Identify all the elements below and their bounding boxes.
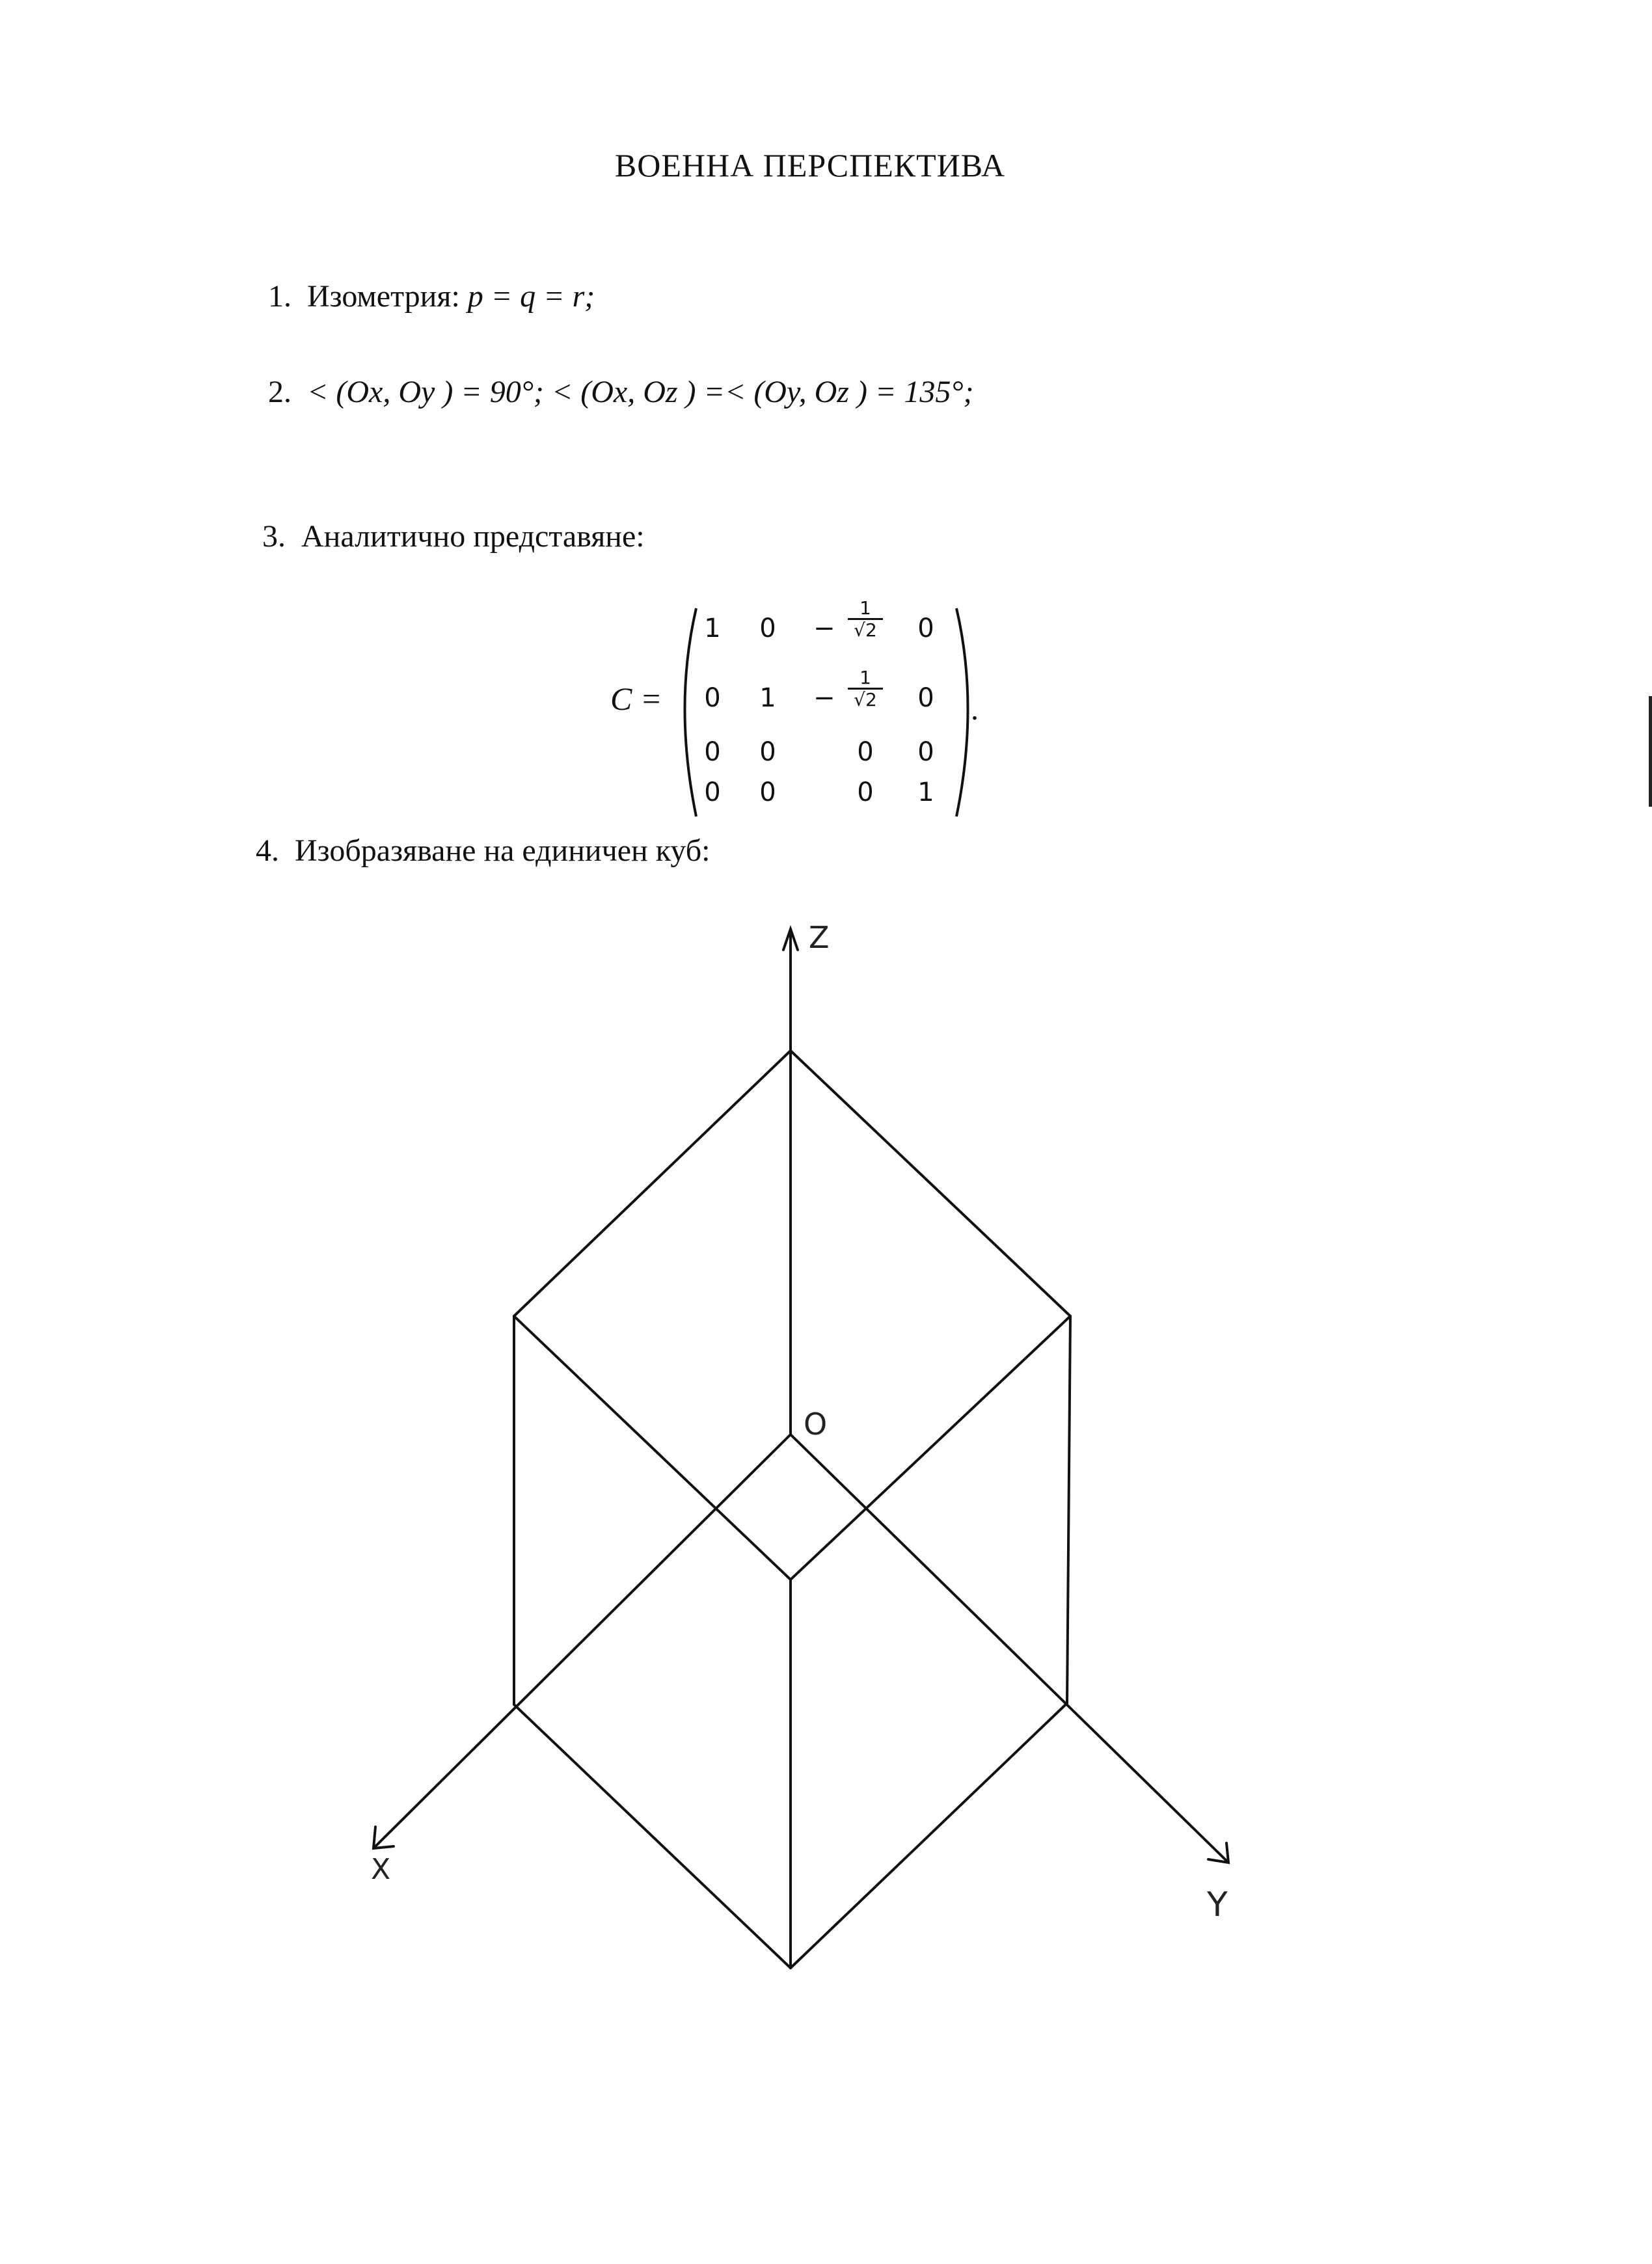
matrix-cell: 1 xyxy=(917,777,934,807)
item-4-text: Изобразяване на единичен куб: xyxy=(295,833,711,868)
cube-edge xyxy=(514,1316,791,1580)
item-2-number: 2. xyxy=(268,375,291,409)
cube-edge xyxy=(791,1316,1070,1580)
matrix-cell: 0 xyxy=(917,613,934,643)
y-axis xyxy=(791,1435,1228,1862)
matrix-minus: − xyxy=(813,613,835,643)
matrix-cell: 0 xyxy=(759,737,776,767)
matrix-lhs: C = xyxy=(610,681,662,717)
matrix-cell: 0 xyxy=(917,737,934,767)
x-axis-label: X xyxy=(371,1853,391,1886)
z-axis-label: Z xyxy=(809,920,830,955)
fraction-numerator: 1 xyxy=(860,667,871,688)
x-axis xyxy=(374,1435,791,1848)
matrix-cell: 0 xyxy=(759,613,776,643)
y-axis-label: Y xyxy=(1207,1885,1228,1924)
item-1-text: Изометрия: xyxy=(307,279,468,314)
fraction-numerator: 1 xyxy=(860,597,871,619)
matrix-cell: 0 xyxy=(759,777,776,807)
page-title: ВОЕННА ПЕРСПЕКТИВА xyxy=(614,147,1006,183)
matrix-cell: 0 xyxy=(857,737,874,767)
matrix-cell: 0 xyxy=(917,683,934,713)
matrix-cell: 0 xyxy=(704,683,721,713)
matrix-cell: 0 xyxy=(857,777,874,807)
matrix-minus: − xyxy=(813,683,835,713)
scan-edge-mark xyxy=(1649,696,1652,807)
item-3-number: 3. xyxy=(262,519,286,554)
fraction-denominator: √2 xyxy=(848,618,883,641)
item-4-number: 4. xyxy=(256,833,279,868)
matrix-cell: 1 xyxy=(759,683,776,713)
cube-edge xyxy=(1067,1316,1070,1703)
item-3-text: Аналитично представяне: xyxy=(301,519,645,554)
matrix-end-period: . xyxy=(971,692,979,727)
cube-edge xyxy=(791,1703,1067,1968)
fraction-denominator: √2 xyxy=(848,688,883,710)
origin-label: O xyxy=(804,1407,828,1442)
matrix-cell: 0 xyxy=(704,737,721,767)
item-2-formula: < (Ox, Oy ) = 90°; < (Ox, Oz ) =< (Oy, Oz ) = 135°; xyxy=(307,375,974,409)
matrix-cell: 1 xyxy=(704,613,721,643)
item-1-number: 1. xyxy=(268,279,291,314)
matrix-cell: 0 xyxy=(704,777,721,807)
cube-edge xyxy=(791,1051,1070,1316)
cube-edge xyxy=(514,1705,791,1968)
item-1-formula: p = q = r; xyxy=(467,279,595,314)
cube-edge xyxy=(514,1051,791,1316)
